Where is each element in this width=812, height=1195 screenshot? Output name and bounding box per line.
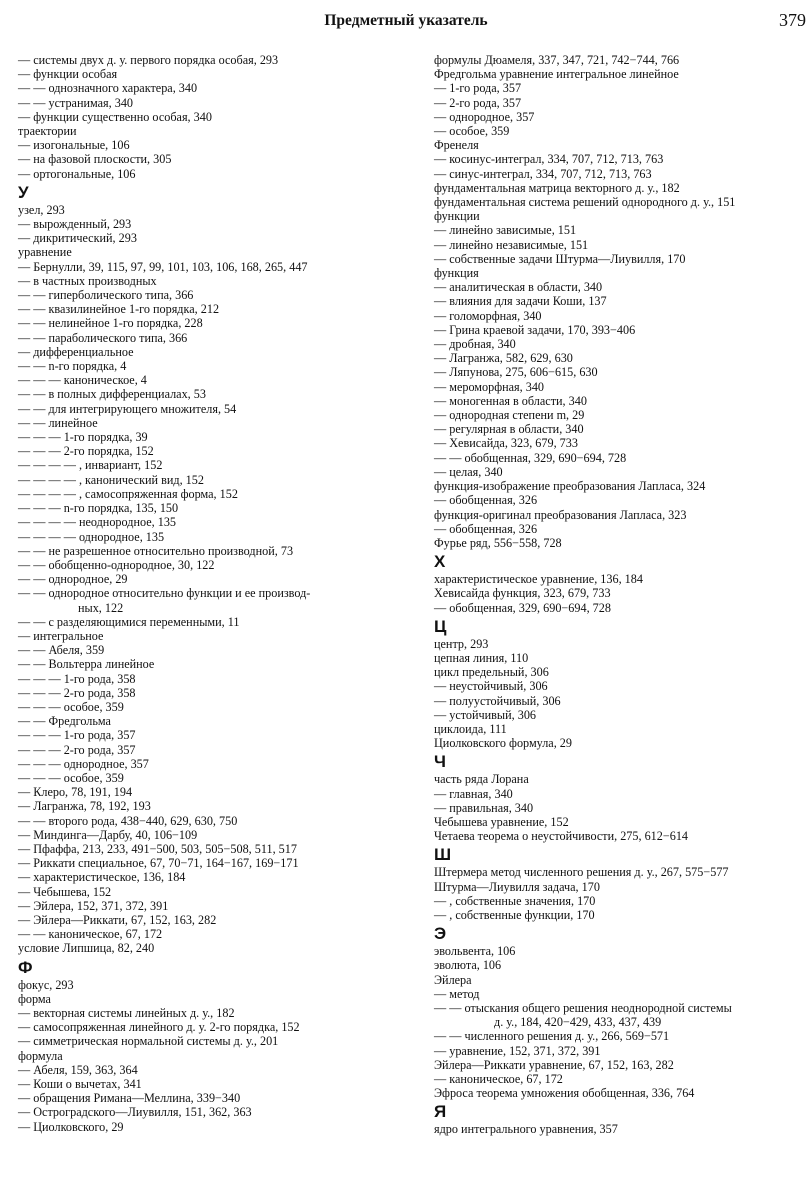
index-entry: — , собственные значения, 170 bbox=[434, 893, 596, 908]
index-entry: — вырожденный, 293 bbox=[18, 217, 132, 232]
index-entry: — — квазилинейное 1-го порядка, 212 bbox=[18, 302, 220, 317]
index-entry: — влияния для задачи Коши, 137 bbox=[434, 294, 607, 309]
index-entry: — 1-го рода, 357 bbox=[434, 81, 522, 96]
index-entry: — метод bbox=[434, 986, 480, 1001]
index-entry: центр, 293 bbox=[434, 636, 489, 651]
index-entry: — дифференциальное bbox=[18, 344, 134, 359]
index-entry: Фредгольма уравнение интегральное линейное bbox=[434, 67, 679, 82]
index-entry: — полуустойчивый, 306 bbox=[434, 693, 561, 708]
index-entry: — — обобщенная, 329, 690−694, 728 bbox=[434, 450, 627, 465]
index-entry: эвольвента, 106 bbox=[434, 944, 516, 959]
index-entry: цепная линия, 110 bbox=[434, 650, 529, 665]
index-section-letter: Ч bbox=[434, 752, 446, 772]
index-entry: — — — 1-го рода, 357 bbox=[18, 728, 136, 743]
index-entry: — собственные задачи Штурма—Лиувилля, 170 bbox=[434, 251, 686, 266]
index-entry: — Коши о вычетах, 341 bbox=[18, 1077, 142, 1092]
index-entry: — Лагранжа, 582, 629, 630 bbox=[434, 351, 573, 366]
index-entry: формулы Дюамеля, 337, 347, 721, 742−744, 766 bbox=[434, 53, 680, 67]
index-entry: функция-изображение преобразования Лапласа, 324 bbox=[434, 479, 706, 494]
page-title: Предметный указатель bbox=[324, 12, 488, 29]
index-entry: — синус-интеграл, 334, 707, 712, 713, 763 bbox=[434, 166, 652, 181]
index-entry: — — не разрешенное относительно производной, 73 bbox=[18, 543, 294, 558]
index-entry: эволюта, 106 bbox=[434, 958, 502, 973]
index-section-letter: Я bbox=[434, 1102, 447, 1122]
index-entry: циклоида, 111 bbox=[434, 721, 507, 736]
index-entry: — дикритический, 293 bbox=[18, 231, 137, 246]
index-entry: — целая, 340 bbox=[434, 464, 503, 479]
index-entry: — — в полных дифференциалах, 53 bbox=[18, 387, 206, 402]
index-entry: — моногенная в области, 340 bbox=[434, 393, 587, 408]
index-entry: — устойчивый, 306 bbox=[434, 707, 537, 722]
index-entry: — Ляпунова, 275, 606−615, 630 bbox=[434, 365, 598, 380]
index-entry: — обращения Римана—Меллина, 339−340 bbox=[18, 1091, 241, 1106]
index-entry: — системы двух д. у. первого порядка особая, 293 bbox=[18, 53, 279, 67]
index-entry: — функции особая bbox=[18, 67, 118, 82]
index-entry: — линейно зависимые, 151 bbox=[434, 223, 577, 238]
index-entry: — — n-го порядка, 4 bbox=[18, 359, 127, 374]
index-entry: — неустойчивый, 306 bbox=[434, 679, 548, 694]
index-entry: — — каноническое, 67, 172 bbox=[18, 927, 163, 942]
index-entry: условие Липшица, 82, 240 bbox=[18, 941, 155, 956]
index-entry: — в частных производных bbox=[18, 273, 157, 288]
index-entry: — — однозначного характера, 340 bbox=[18, 81, 198, 96]
index-entry: Фурье ряд, 556−558, 728 bbox=[434, 535, 562, 550]
index-entry: — — — 1-го рода, 358 bbox=[18, 671, 136, 686]
index-entry: — — Фредгольма bbox=[18, 714, 111, 729]
index-entry: — характеристическое, 136, 184 bbox=[18, 870, 186, 885]
index-entry: — — — однородное, 357 bbox=[18, 756, 149, 771]
index-entry: — — — 2-го рода, 358 bbox=[18, 685, 136, 700]
index-entry: — — — каноническое, 4 bbox=[18, 373, 147, 388]
index-section-letter: Х bbox=[434, 552, 446, 572]
index-entry: Штермера метод численного решения д. у., 267, 575−577 bbox=[434, 865, 729, 880]
index-entry: — особое, 359 bbox=[434, 124, 510, 139]
index-entry: — обобщенная, 326 bbox=[434, 521, 538, 536]
index-entry: фокус, 293 bbox=[18, 977, 74, 992]
index-section-letter: Э bbox=[434, 924, 447, 944]
index-entry: — — — особое, 359 bbox=[18, 699, 124, 714]
index-entry: — — параболического типа, 366 bbox=[18, 330, 188, 345]
index-entry: функции bbox=[434, 209, 480, 224]
index-entry: Эйлера bbox=[434, 972, 472, 987]
index-entry: ядро интегрального уравнения, 357 bbox=[434, 1122, 618, 1137]
index-entry: — — Абеля, 359 bbox=[18, 643, 105, 658]
index-entry: — Эйлера, 152, 371, 372, 391 bbox=[18, 898, 169, 913]
index-entry: — — — — , самосопряженная форма, 152 bbox=[18, 486, 238, 501]
index-entry: — ортогональные, 106 bbox=[18, 166, 136, 181]
index-entry: — — устранимая, 340 bbox=[18, 95, 134, 110]
page-number: 379 bbox=[779, 10, 806, 30]
index-entry: — — — 2-го рода, 357 bbox=[18, 742, 136, 757]
index-section-letter: У bbox=[18, 182, 29, 202]
index-entry: — на фазовой плоскости, 305 bbox=[18, 152, 172, 167]
index-entry: — однородная степени m, 29 bbox=[434, 408, 585, 423]
index-entry: — обобщенная, 329, 690−694, 728 bbox=[434, 600, 611, 615]
index-entry: — — второго рода, 438−440, 629, 630, 750 bbox=[18, 813, 238, 828]
index-entry: фундаментальная матрица векторного д. у., 182 bbox=[434, 180, 680, 195]
index-entry: — Абеля, 159, 363, 364 bbox=[18, 1062, 138, 1077]
index-entry: функция bbox=[434, 266, 479, 281]
page-header bbox=[0, 10, 812, 36]
index-entry: — , собственные функции, 170 bbox=[434, 907, 595, 922]
index-entry: часть ряда Лорана bbox=[434, 772, 529, 787]
index-entry: — Эйлера—Риккати, 67, 152, 163, 282 bbox=[18, 912, 217, 927]
index-entry: — Чебышева, 152 bbox=[18, 884, 112, 899]
index-entry: — голоморфная, 340 bbox=[434, 308, 542, 323]
index-entry: — — — — однородное, 135 bbox=[18, 529, 165, 544]
index-entry: — — линейное bbox=[18, 415, 98, 430]
index-entry: — — — — , канонический вид, 152 bbox=[18, 472, 204, 487]
index-column-left bbox=[18, 53, 426, 1134]
index-entry: — линейно независимые, 151 bbox=[434, 237, 589, 252]
index-entry-continuation: д. у., 184, 420−429, 433, 437, 439 bbox=[494, 1015, 662, 1030]
index-entry: — регулярная в области, 340 bbox=[434, 422, 584, 437]
index-entry: — — — особое, 359 bbox=[18, 770, 124, 785]
index-entry: — — обобщенно-однородное, 30, 122 bbox=[18, 557, 215, 572]
index-entry: — Бернулли, 39, 115, 97, 99, 101, 103, 106, 168, 265, 447 bbox=[18, 259, 308, 274]
index-entry: — 2-го рода, 357 bbox=[434, 95, 522, 110]
index-entry: — — нелинейное 1-го порядка, 228 bbox=[18, 316, 203, 331]
index-entry: — однородное, 357 bbox=[434, 109, 535, 124]
index-entry: — Хевисайда, 323, 679, 733 bbox=[434, 436, 578, 451]
index-entry: уравнение bbox=[18, 245, 72, 260]
index-entry: Штурма—Лиувилля задача, 170 bbox=[434, 879, 600, 894]
index-entry: — Грина краевой задачи, 170, 393−406 bbox=[434, 322, 636, 337]
index-entry: — — однородное, 29 bbox=[18, 572, 128, 587]
index-entry: — косинус-интеграл, 334, 707, 712, 713, 763 bbox=[434, 152, 664, 167]
index-entry: — функции существенно особая, 340 bbox=[18, 109, 212, 124]
index-entry: — Циолковского, 29 bbox=[18, 1119, 124, 1134]
index-entry: — каноническое, 67, 172 bbox=[434, 1072, 563, 1086]
index-entry: — — Вольтерра линейное bbox=[18, 657, 155, 672]
index-entry: — правильная, 340 bbox=[434, 800, 534, 815]
index-entry: — мероморфная, 340 bbox=[434, 379, 545, 394]
index-entry: Эйлера—Риккати уравнение, 67, 152, 163, 282 bbox=[434, 1057, 674, 1072]
index-entry: — симметрическая нормальной системы д. у., 201 bbox=[18, 1034, 279, 1049]
index-entry: Четаева теорема о неустойчивости, 275, 612−614 bbox=[434, 829, 689, 844]
index-entry: — векторная системы линейных д. у., 182 bbox=[18, 1006, 235, 1020]
index-entry: узел, 293 bbox=[18, 202, 65, 217]
index-entry: траектории bbox=[18, 124, 77, 139]
index-section-letter: Ш bbox=[434, 845, 452, 865]
index-entry: цикл предельный, 306 bbox=[434, 665, 549, 680]
index-entry: — — — 1-го порядка, 39 bbox=[18, 430, 148, 445]
index-entry: — Остроградского—Лиувилля, 151, 362, 363 bbox=[18, 1105, 252, 1120]
index-entry: формула bbox=[18, 1048, 63, 1063]
index-entry-continuation: ных, 122 bbox=[78, 600, 124, 615]
index-entry: — — для интегрирующего множителя, 54 bbox=[18, 401, 237, 416]
index-entry: — интегральное bbox=[18, 628, 104, 643]
index-section-letter: Ф bbox=[18, 957, 33, 977]
index-entry: Эфроса теорема умножения обобщенная, 336, 764 bbox=[434, 1086, 695, 1101]
index-entry: — Миндинга—Дарбу, 40, 106−109 bbox=[18, 827, 198, 842]
index-entry: Френеля bbox=[434, 138, 479, 153]
index-entry: — уравнение, 152, 371, 372, 391 bbox=[434, 1043, 601, 1058]
index-entry: — аналитическая в области, 340 bbox=[434, 280, 603, 295]
index-entry: — изогональные, 106 bbox=[18, 138, 130, 153]
index-entry: — — однородное относительно функции и ее производ- bbox=[18, 586, 311, 601]
index-entry: фундаментальная система решений однородного д. у., 151 bbox=[434, 195, 736, 210]
index-entry: — Пфаффа, 213, 233, 491−500, 503, 505−508, 511, 517 bbox=[18, 841, 297, 856]
index-entry: — — гиперболического типа, 366 bbox=[18, 288, 194, 303]
index-entry: Циолковского формула, 29 bbox=[434, 736, 572, 751]
index-column-right bbox=[434, 53, 806, 1137]
index-section-letter: Ц bbox=[434, 616, 447, 636]
index-entry: — — отыскания общего решения неоднородной системы bbox=[434, 1000, 732, 1015]
index-entry: функция-оригинал преобразования Лапласа, 323 bbox=[434, 507, 687, 522]
index-entry: — Клеро, 78, 191, 194 bbox=[18, 785, 133, 800]
index-entry: — главная, 340 bbox=[434, 786, 513, 801]
index-entry: — обобщенная, 326 bbox=[434, 493, 538, 508]
index-entry: Хевисайда функция, 323, 679, 733 bbox=[434, 586, 611, 601]
index-entry: — — — 2-го порядка, 152 bbox=[18, 444, 154, 459]
index-entry: характеристическое уравнение, 136, 184 bbox=[434, 572, 643, 587]
index-entry: — самосопряженная линейного д. у. 2-го порядка, 152 bbox=[18, 1020, 300, 1035]
index-entry: — — — — , инвариант, 152 bbox=[18, 458, 163, 473]
index-entry: — — численного решения д. у., 266, 569−571 bbox=[434, 1029, 670, 1044]
index-entry: — — — — неоднородное, 135 bbox=[18, 515, 177, 530]
index-entry: — Риккати специальное, 67, 70−71, 164−167, 169−171 bbox=[18, 856, 299, 871]
index-entry: — Лагранжа, 78, 192, 193 bbox=[18, 799, 151, 814]
index-entry: форма bbox=[18, 991, 51, 1006]
index-entry: Чебышева уравнение, 152 bbox=[434, 814, 569, 829]
index-entry: — дробная, 340 bbox=[434, 337, 516, 352]
index-entry: — — с разделяющимися переменными, 11 bbox=[18, 614, 240, 629]
index-entry: — — — n-го порядка, 135, 150 bbox=[18, 501, 179, 516]
